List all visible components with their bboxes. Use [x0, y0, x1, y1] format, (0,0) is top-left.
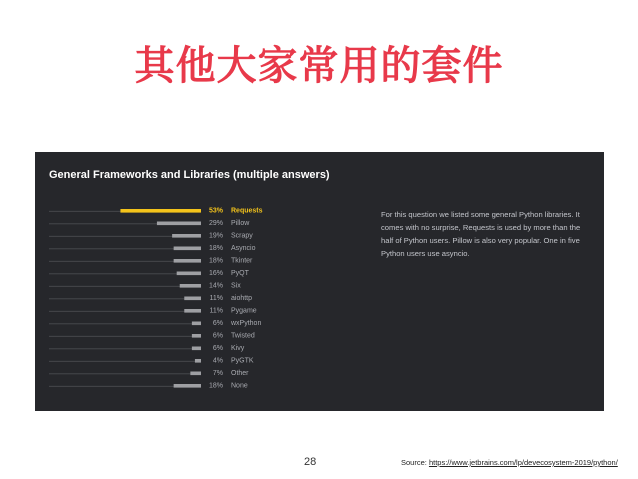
category-label: Other: [231, 370, 249, 378]
value-label: 18%: [208, 245, 223, 253]
source-citation: [401, 458, 618, 467]
chart-description: For this question we listed some general Python libraries. It comes with no surprise, Requests is used by more than the half of Python users. Pillow is also very popular. One in five Python users use asyncio.: [381, 210, 581, 258]
bar-pillow: [157, 222, 201, 226]
bar-other: [190, 372, 201, 376]
slide-title: 其他大家常用的套件: [134, 43, 504, 89]
value-label: 4%: [212, 357, 223, 365]
category-label: None: [231, 382, 248, 390]
category-label: Pygame: [231, 307, 257, 315]
category-label: Scrapy: [231, 232, 253, 240]
category-label: aiohttp: [231, 295, 253, 303]
category-label: Tkinter: [231, 257, 253, 265]
category-label: Requests: [231, 207, 263, 215]
value-label: 29%: [208, 220, 223, 228]
bar-kivy: [192, 347, 201, 351]
bar-requests: [120, 209, 201, 213]
value-label: 6%: [212, 345, 223, 353]
bar-pygame: [184, 309, 201, 313]
value-label: 18%: [208, 257, 223, 265]
bar-tkinter: [174, 259, 201, 263]
category-label: wxPython: [231, 320, 262, 328]
category-label: PyQT: [231, 270, 249, 278]
bar-scrapy: [172, 234, 201, 238]
category-label: Pillow: [231, 220, 250, 228]
bar-chart: [35, 152, 604, 411]
source-link[interactable]: https://www.jetbrains.com/lp/devecosystem-2019/python/: [428, 458, 618, 467]
value-label: 11%: [209, 295, 223, 303]
category-label: Six: [231, 282, 241, 290]
value-label: 19%: [208, 232, 223, 240]
value-label: 6%: [212, 332, 223, 340]
category-label: Asyncio: [231, 245, 256, 253]
value-label: 18%: [208, 382, 223, 390]
chart-title: General Frameworks and Libraries (multiple answers): [49, 169, 330, 181]
value-label: 6%: [212, 320, 223, 328]
category-label: PyGTK: [231, 357, 254, 365]
category-label: Kivy: [231, 345, 245, 353]
source-prefix: Source:: [401, 458, 429, 467]
bar-wxpython: [192, 322, 201, 326]
page-number: 28: [304, 456, 317, 468]
value-label: 53%: [208, 207, 223, 215]
bar-asyncio: [174, 247, 201, 251]
value-label: 7%: [212, 370, 223, 378]
value-label: 16%: [208, 270, 223, 278]
bar-twisted: [192, 334, 201, 338]
value-label: 14%: [208, 282, 223, 290]
category-label: Twisted: [231, 332, 255, 340]
value-label: 11%: [209, 307, 223, 315]
chart-panel: [35, 152, 604, 411]
bar-aiohttp: [184, 297, 201, 301]
bar-pygtk: [195, 359, 201, 363]
bar-pyqt: [177, 272, 201, 276]
bar-none: [174, 384, 201, 388]
bar-six: [180, 284, 201, 288]
